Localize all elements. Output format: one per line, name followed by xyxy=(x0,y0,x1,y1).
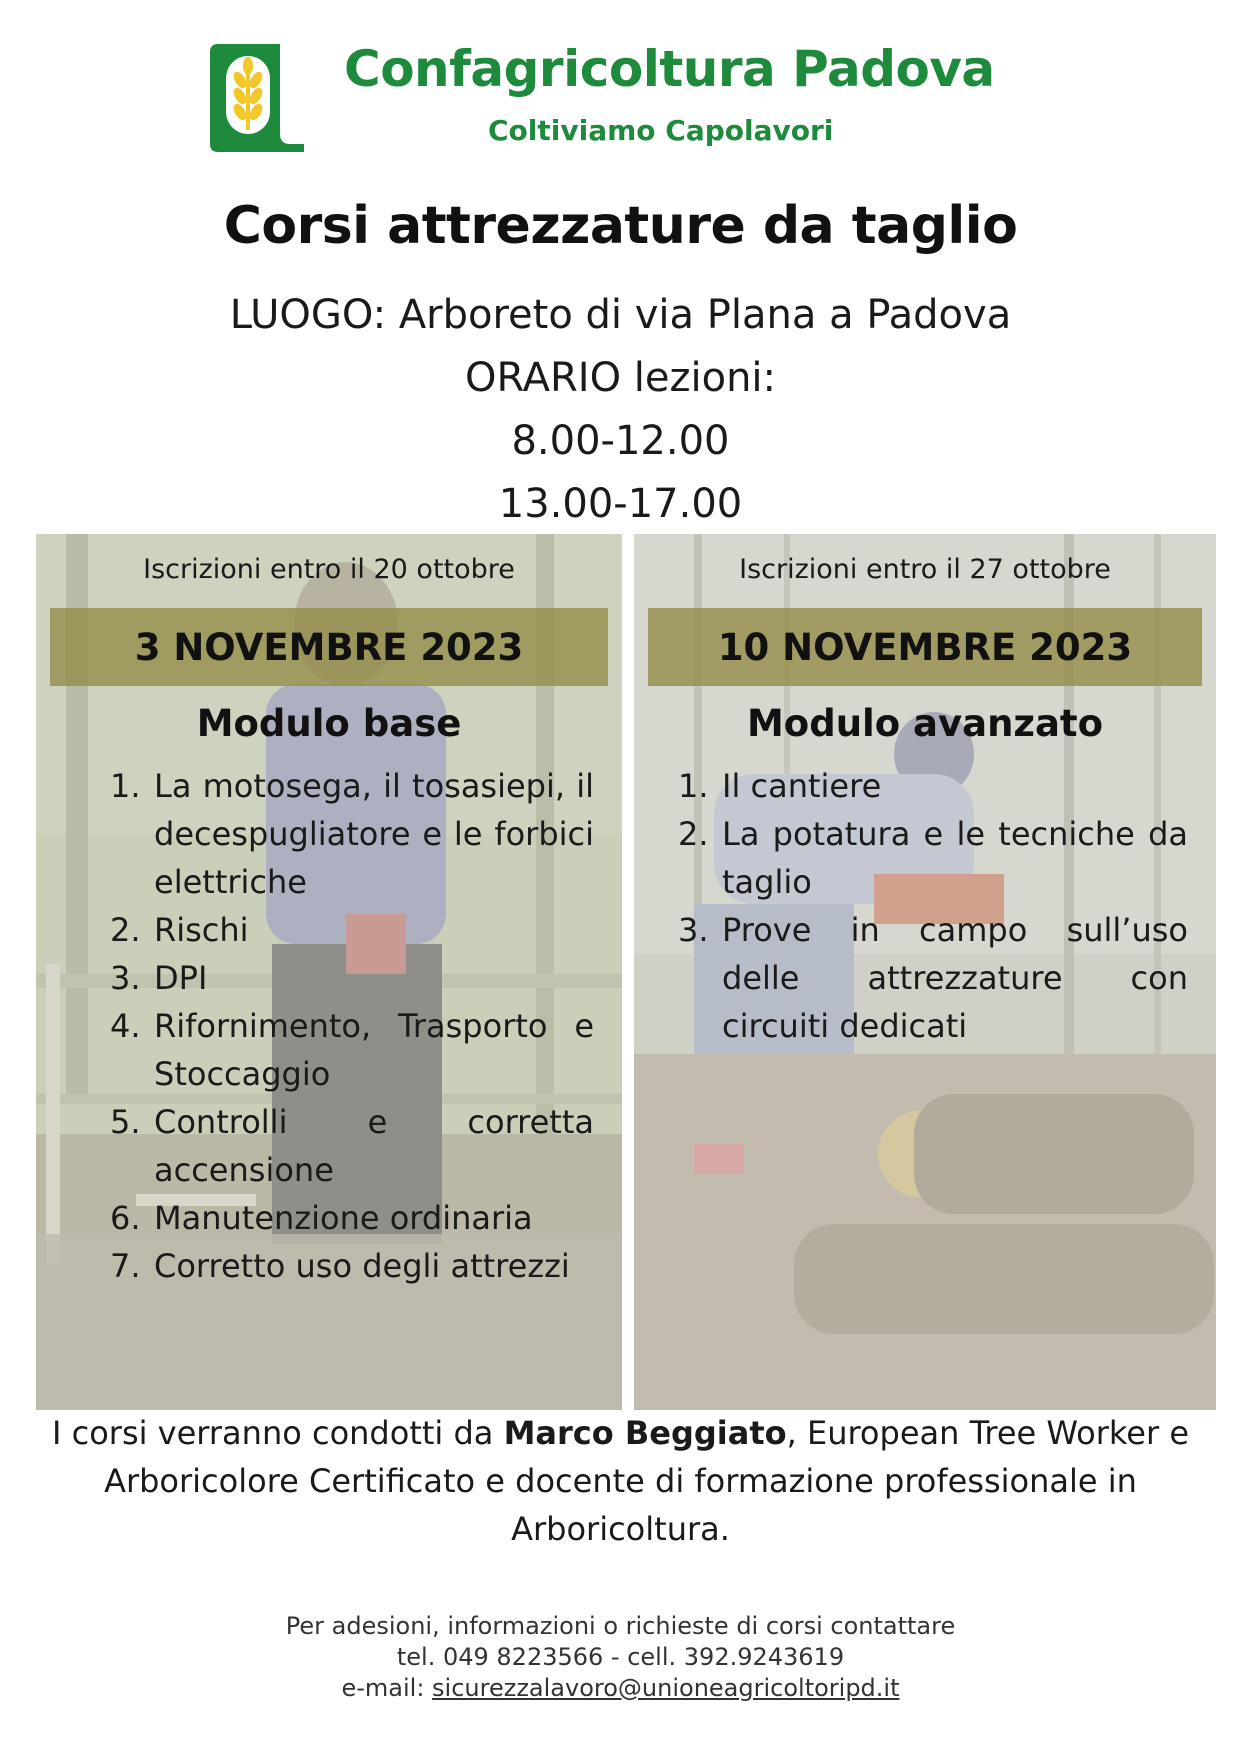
list-item: 2. Rischi xyxy=(110,911,249,949)
instructor-name: Marco Beggiato xyxy=(503,1414,787,1452)
list-item: 2. La potatura e le tecniche da taglio xyxy=(678,815,1188,901)
list-item: 6. Manutenzione ordinaria xyxy=(110,1199,533,1237)
module-base-panel xyxy=(36,534,622,1410)
module-title: Modulo base xyxy=(196,702,462,745)
topic-list xyxy=(678,762,1188,1050)
page-title: Corsi attrezzature da taglio xyxy=(223,196,1018,256)
contact-phones: tel. 049 8223566 - cell. 392.9243619 xyxy=(396,1643,845,1671)
location-line: LUOGO: Arboreto di via Plana a Padova xyxy=(229,292,1012,338)
date-banner xyxy=(50,608,608,686)
instructor-credentials: , European Tree Worker e Arboricolore Certificato e docente di formazione professionale in Arboricoltura. xyxy=(104,1414,1189,1548)
instructor-intro: I corsi verranno condotti da xyxy=(52,1414,504,1452)
module-title: Modulo avanzato xyxy=(746,702,1104,745)
list-item: 3. Prove in campo sull’uso delle attrezzature con circuiti dedicati xyxy=(678,911,1188,1045)
course-date: 3 NOVEMBRE 2023 xyxy=(134,625,524,669)
list-item: 3. DPI xyxy=(110,959,208,997)
contact-intro: Per adesioni, informazioni o richieste di corsi contattare xyxy=(285,1612,956,1640)
email-label: e-mail: xyxy=(341,1674,433,1702)
date-banner xyxy=(648,608,1202,686)
registration-deadline: Iscrizioni entro il 20 ottobre xyxy=(143,554,515,585)
list-item: 1. La motosega, il tosasiepi, il decespugliatore e le forbici elettriche xyxy=(110,767,594,901)
instructor-description xyxy=(20,1409,1221,1553)
wheat-a-logo-icon xyxy=(210,36,310,152)
email-link[interactable]: sicurezzalavoro@unioneagricoltoripd.it xyxy=(432,1674,900,1702)
schedule-afternoon: 13.00-17.00 xyxy=(498,481,743,527)
list-item: 4. Rifornimento, Trasporto e Stoccaggio xyxy=(110,1007,594,1093)
list-item: 5. Controlli e corretta accensione xyxy=(110,1103,594,1189)
list-item: 1. Il cantiere xyxy=(678,767,882,805)
course-date: 10 NOVEMBRE 2023 xyxy=(717,625,1133,669)
schedule-morning: 8.00-12.00 xyxy=(511,418,730,464)
module-advanced-panel xyxy=(634,534,1216,1410)
schedule-label: ORARIO lezioni: xyxy=(464,355,777,401)
registration-deadline: Iscrizioni entro il 27 ottobre xyxy=(739,554,1111,585)
list-item: 7. Corretto uso degli attrezzi xyxy=(110,1247,570,1285)
contact-email-line xyxy=(0,1674,1241,1702)
brand-name: Confagricoltura Padova xyxy=(344,40,995,98)
topic-list xyxy=(110,762,594,1290)
brand-tagline: Coltiviamo Capolavori xyxy=(488,114,834,147)
